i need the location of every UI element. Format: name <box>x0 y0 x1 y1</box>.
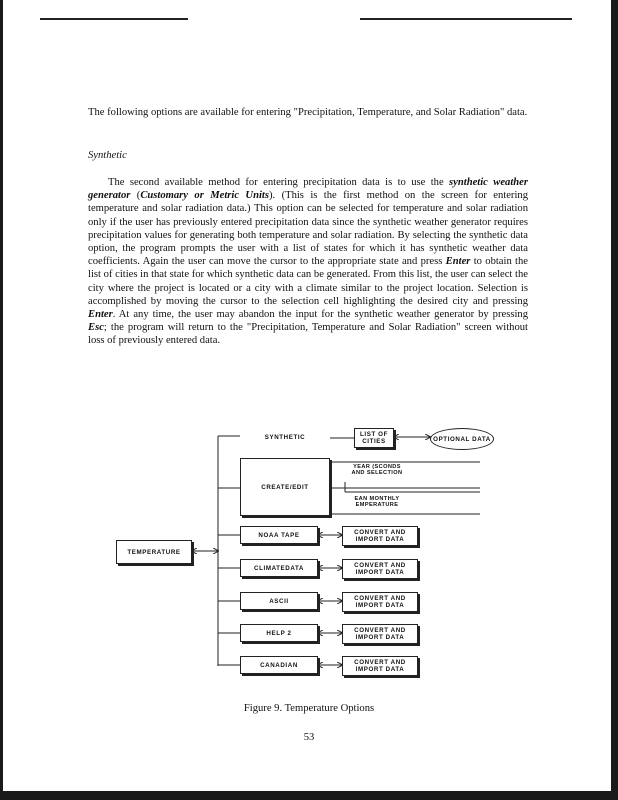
help2-box: HELP 2 <box>240 624 318 642</box>
intro-paragraph: The following options are available for entering "Precipitation, Temperature, and Solar Radiation" data. <box>88 107 528 118</box>
optional-data-oval: OPTIONAL DATA <box>430 428 494 450</box>
climatedata-box: CLIMATEDATA <box>240 559 318 577</box>
convert-import-climatedata: CONVERT AND IMPORT DATA <box>342 559 418 579</box>
convert-import-noaa: CONVERT AND IMPORT DATA <box>342 526 418 546</box>
para-emph-5: Esc <box>88 322 104 334</box>
para-emph-1: synthetic weather generator <box>88 177 528 202</box>
year-selection-label: YEAR (SCONDS AND SELECTION <box>351 464 403 477</box>
monthly-temperature-label: EAN MONTHLY EMPERATURE <box>354 496 400 509</box>
create-edit-box: CREATE/EDIT <box>240 458 330 516</box>
list-of-cities-box: LIST OF CITIES <box>354 428 394 448</box>
noaa-tape-box: NOAA TAPE <box>240 526 318 544</box>
canadian-box: CANADIAN <box>240 656 318 674</box>
figure-caption: Figure 9. Temperature Options <box>243 703 375 714</box>
para-text-3: ). (This is the first method on the screen for entering temperature and solar radiation data.) This option can be selected for temperature and solar radiation only if the user has previously entered precipitation data since the synthetic weather generator requires precipitation values for generating both temperature and solar radiation. By selecting the synthetic data option, the program prompts the user with a list of states for which it has synthetic weather data coefficients. Again the user can move the cursor to the appropriate state and press <box>88 190 528 268</box>
synthetic-box: SYNTHETIC <box>240 428 330 446</box>
para-text-1: The second available method for entering precipitation data is to use the <box>108 177 450 188</box>
para-text-6: ; the program will return to the "Precipitation, Temperature and Solar Radiation" screen without loss of previously entered data. <box>88 322 528 347</box>
para-emph-2: Customary or Metric Units <box>140 190 269 202</box>
para-text-4: to obtain the list of cities in that state for which synthetic data can be generated. From this list, the user can select the city where the project is located or a city with a climate similar to the project location. Selection is accomplished by moving the cursor to the selection cell highlighting the desired city and pressing <box>88 256 528 307</box>
convert-import-help2: CONVERT AND IMPORT DATA <box>342 624 418 644</box>
convert-import-canadian: CONVERT AND IMPORT DATA <box>342 656 418 676</box>
para-text-5: . At any time, the user may abandon the input for the synthetic weather generator by pressing <box>112 309 528 321</box>
temperature-box: TEMPERATURE <box>116 540 192 564</box>
para-text-2: ( <box>130 190 141 202</box>
para-emph-4: Enter <box>88 309 113 321</box>
convert-import-ascii: CONVERT AND IMPORT DATA <box>342 592 418 612</box>
section-heading: Synthetic <box>88 150 127 161</box>
para-emph-3: Enter <box>445 256 471 268</box>
ascii-box: ASCII <box>240 592 318 610</box>
page-number: 53 <box>303 732 315 743</box>
